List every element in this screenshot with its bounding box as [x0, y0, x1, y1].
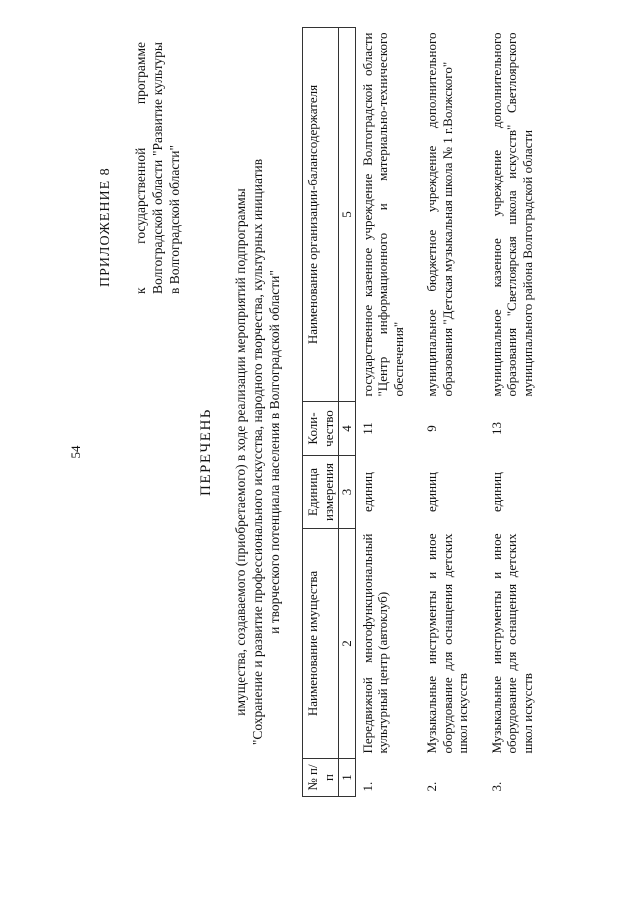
header-quantity: Коли-чество	[303, 402, 339, 456]
table-header-row	[303, 28, 339, 797]
column-number: 5	[339, 28, 356, 402]
unit: единиц	[488, 471, 504, 513]
header-number: № п/п	[303, 759, 339, 797]
document-page	[40, 32, 600, 872]
organization: муниципальное бюджетное учреждение дополнительного образования "Детская музыкальная школа № 1 г.Волжского"	[424, 32, 455, 397]
property-name: Музыкальные инструменты и иное оборудование для оснащения детских школ искусств	[424, 533, 470, 754]
row-number: 1.	[359, 781, 375, 792]
appendix-title: ПРИЛОЖЕНИЕ 8	[98, 167, 113, 287]
quantity: 11	[359, 422, 375, 435]
subtitle-line: "Сохранение и развитие профессионального искусства, народного творчества, культурных инициатив	[250, 158, 265, 746]
subtitle-line: и творческого потенциала населения в Волгоградской области"	[267, 270, 282, 634]
unit: единиц	[359, 471, 375, 513]
document-subtitle	[232, 152, 283, 752]
unit: единиц	[424, 471, 439, 513]
column-number: 2	[339, 529, 356, 759]
column-number: 1	[339, 759, 356, 797]
property-name: Передвижной многофункциональный культурный центр (автоклуб)	[359, 533, 390, 754]
quantity: 13	[488, 422, 504, 435]
row-number: 2.	[424, 781, 439, 792]
organization: государственное казенное учреждение Волгоградской области "Центр информационного и материально-технического обеспечения"	[359, 32, 406, 397]
organization: муниципальное казенное учреждение дополнительного образования "Светлоярская школа искусств" Светлоярского муниципального района Волгоградской области	[488, 32, 535, 397]
column-number: 3	[339, 456, 356, 529]
header-property-name: Наименование имущества	[303, 529, 339, 759]
header-unit: Единица измерения	[303, 456, 339, 529]
document-title: ПЕРЕЧЕНЬ	[198, 408, 214, 496]
column-number: 4	[339, 402, 356, 456]
appendix-text: к государственной программе Волгоградской области "Развитие культуры в Волгоградской области"	[133, 42, 182, 294]
property-name: Музыкальные инструменты и иное оборудование для оснащения детских школ искусств	[488, 533, 535, 754]
subtitle-line: имущества, создаваемого (приобретаемого) в ходе реализации мероприятий подпрограммы	[233, 188, 248, 716]
table-row	[355, 28, 420, 797]
table-row	[485, 28, 550, 797]
table-row	[420, 28, 485, 797]
header-organization: Наименование организации-балансодержателя	[303, 28, 339, 402]
row-number: 3.	[488, 781, 504, 792]
page-number: 54	[68, 445, 83, 459]
property-table	[302, 27, 549, 797]
column-number-row	[339, 28, 356, 797]
quantity: 9	[424, 425, 439, 432]
